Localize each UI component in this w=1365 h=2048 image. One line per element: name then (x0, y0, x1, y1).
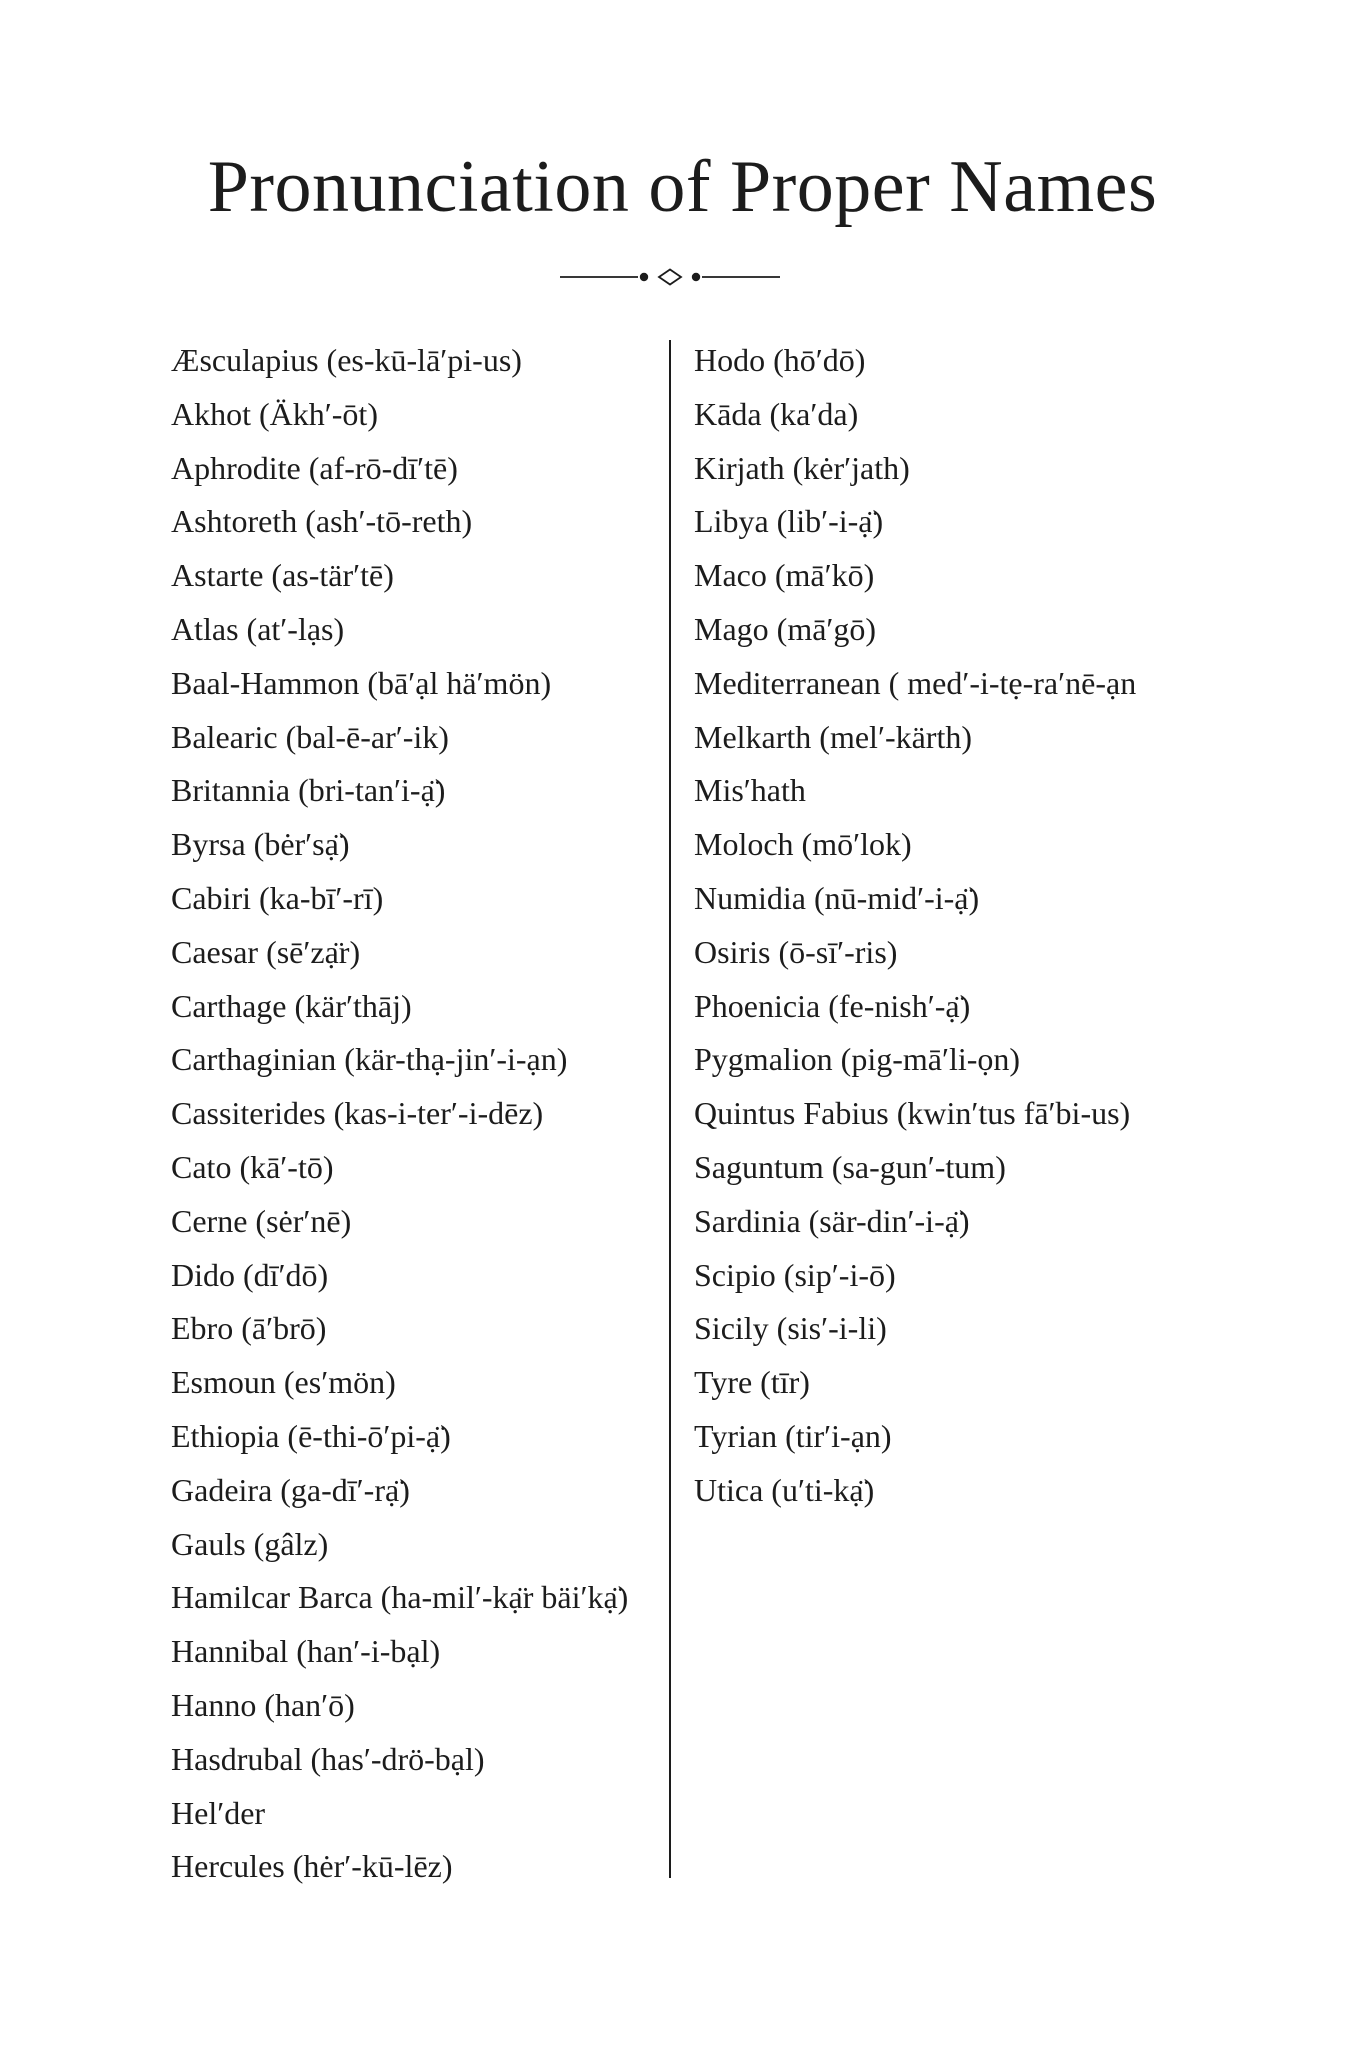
name-entry: Gadeira (ga-dī′-rạ̈) (171, 1471, 410, 1508)
name-entry: Gauls (gâlz) (171, 1525, 329, 1562)
page-title: Pronunciation of Proper Names (207, 146, 1158, 228)
name-entry: Hannibal (han′-i-bạl) (171, 1633, 441, 1670)
name-entry: Osiris (ō-sī′-ris) (694, 933, 898, 970)
name-entry: Tyrian (tir′i-ạn) (694, 1417, 892, 1454)
name-entry: Balearic (bal-ē-ar′-ik) (171, 718, 449, 755)
name-entry: Hasdrubal (has′-drö-bạl) (171, 1740, 485, 1777)
name-entry: Libya (lib′-i-ạ̈) (694, 503, 884, 540)
name-entry: Saguntum (sa-gun′-tum) (694, 1148, 1006, 1185)
name-entry: Caesar (sē′zạ̈r) (171, 933, 361, 970)
name-entry: Melkarth (mel′-kärth) (694, 718, 972, 755)
name-entry: Moloch (mō′lok) (694, 826, 912, 863)
name-entry: Cassiterides (kas-i-ter′-i-dēz) (171, 1095, 544, 1132)
name-entry: Ethiopia (ē-thi-ō′pi-ạ̈) (171, 1417, 451, 1454)
name-entry: Aphrodite (af-rō-dī′tē) (171, 449, 458, 486)
name-entry: Ashtoreth (ash′-tō-reth) (171, 503, 473, 540)
name-entry: Hel′der (171, 1794, 266, 1831)
name-entry: Carthage (kär′thāj) (171, 987, 412, 1024)
right-name-list (694, 334, 1136, 1518)
name-entry: Kirjath (kėr′jath) (694, 449, 910, 486)
name-entry: Æsculapius (es-kū-lā′pi-us) (171, 342, 522, 378)
name-entry: Atlas (at′-lạs) (171, 610, 345, 647)
name-entry: Tyre (tīr) (694, 1364, 810, 1401)
name-entry: Ebro (ā′brō) (171, 1310, 327, 1347)
name-entry: Hodo (hō′dō) (694, 342, 866, 378)
name-entry: Sardinia (sär-din′-i-ạ̈) (694, 1202, 970, 1239)
name-entry: Hanno (han′ō) (171, 1686, 355, 1723)
name-entry: Kāda (ka′da) (694, 395, 859, 432)
name-entry: Maco (mā′kō) (694, 557, 875, 594)
name-entry: Hamilcar Barca (ha-mil′-kạ̈r bäi′kạ̈) (171, 1579, 629, 1616)
name-entry: Sicily (sis′-i-li) (694, 1310, 887, 1347)
name-entry: Pygmalion (pig-mā′li-ọn) (694, 1041, 1021, 1078)
name-entry: Byrsa (bėr′sạ̈) (171, 826, 350, 863)
name-entry: Cato (kā′-tō) (171, 1148, 334, 1185)
ornament-divider (560, 262, 780, 292)
name-entry: Hercules (hėr′-kū-lēz) (171, 1848, 453, 1885)
name-entry: Dido (dī′dō) (171, 1256, 329, 1293)
name-entry: Utica (u′ti-kạ̈) (694, 1471, 875, 1508)
name-entry: Scipio (sip′-i-ō) (694, 1256, 896, 1293)
name-entry: Phoenicia (fe-nish′-ạ̈) (694, 987, 971, 1024)
name-entry: Quintus Fabius (kwin′tus fā′bi-us) (694, 1095, 1131, 1132)
name-entry: Carthaginian (kär-thạ-jin′-i-ạn) (171, 1041, 568, 1078)
left-name-list (171, 334, 628, 1894)
name-entry: Baal-Hammon (bā′ạl hä′mön) (171, 664, 552, 701)
name-entry: Cabiri (ka-bī′-rī) (171, 879, 384, 916)
name-entry: Mis′hath (694, 772, 806, 809)
name-entry: Cerne (sėr′nē) (171, 1202, 352, 1239)
name-entry: Mediterranean ( med′-i-tẹ-ra′nē-ạn (694, 664, 1137, 701)
name-entry: Mago (mā′gō) (694, 610, 877, 647)
name-entry: Astarte (as-tär′tē) (171, 557, 394, 594)
name-entry: Akhot (Äkh′-ōt) (171, 395, 378, 432)
name-entry: Esmoun (es′mön) (171, 1364, 396, 1401)
name-entry: Britannia (bri-tan′i-ạ̈) (171, 772, 446, 809)
column-divider (669, 340, 671, 1878)
name-entry: Numidia (nū-mid′-i-ạ̈) (694, 879, 980, 916)
